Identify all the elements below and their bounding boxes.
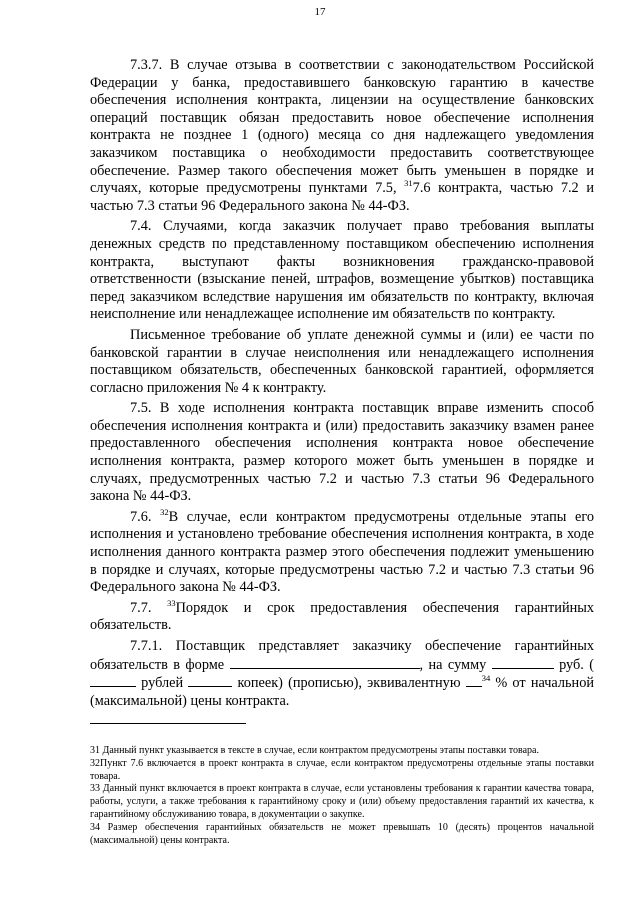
footnote-ref-32: 32	[160, 506, 169, 517]
document-body	[90, 57, 594, 713]
rubles-blank[interactable]	[90, 674, 136, 687]
paragraph-7-7: 7.7. $^{33}$Порядок и срок предоставления обеспечения гарантийных обязательств.	[90, 597, 594, 634]
footnote-31: 31 Данный пункт указывается в тексте в случае, если контрактом предусмотрены этапы поставки товара.	[90, 745, 539, 756]
footnote-ref-31: 31	[404, 178, 413, 189]
paragraph-7-6: 7.6. $^{32}$В случае, если контрактом предусмотрены отдельные этапы его исполнения и установлено требование обеспечения исполнения контракта, в ходе исполнения данного контракта размер этого обеспечения подлежит уменьшению в порядке и случаях, которые предусмотрены частью 7.2 и частью 7.3 статьи 96 Федерального закона № 44-ФЗ.	[90, 506, 594, 596]
footnote-34: 34 Размер обеспечения гарантийных обязательств не может превышать 10 (десять) процентов начальной (максимальной) цены контракта.	[90, 821, 594, 846]
footnotes	[90, 745, 594, 847]
percent-blank[interactable]	[466, 674, 482, 687]
footnote-ref-34: 34	[481, 673, 491, 684]
guarantee-form-blank[interactable]	[230, 656, 420, 669]
paragraph-7-5: 7.5. В ходе исполнения контракта поставщик вправе изменить способ обеспечения исполнения контракта и (или) предоставить заказчику взамен ранее предоставленного обеспечения исполнения контракта новое обеспечение исполнения контракта, размер которого может быть уменьшен в порядке и случаях, предусмотренных частью 7.2 и частью 7.3 статьи 96 Федерального закона № 44-ФЗ.	[90, 400, 594, 505]
page-number: 17	[314, 6, 326, 18]
footnote-32: 32Пункт 7.6 включается в проект контракта в случае, если контрактом предусмотрены отдельные этапы поставки товара.	[90, 757, 594, 782]
kopecks-blank[interactable]	[188, 674, 232, 687]
footnote-separator	[90, 723, 246, 724]
footnote-ref-33: 33	[167, 597, 176, 608]
paragraph-7-4: 7.4. Случаями, когда заказчик получает право требования выплаты денежных средств по представленному поставщиком обеспечению исполнения контракта, выступают факты возникновения гражданско-правовой ответственности (взыскание пеней, штрафов, возмещение убытков) поставщика перед заказчиком вследствие нарушения им обязательств по контракту, включая неисполнение или ненадлежащее исполнение им обязательств по контракту.	[90, 218, 594, 323]
amount-blank[interactable]	[492, 656, 554, 669]
footnote-33: 33 Данный пункт включается в проект контракта в случае, если установлены требования к гарантии качества товара, работы, услуги, а также требования к гарантийному сроку и (или) объему предоставления гарантий их качества, к гарантийному обслуживанию товара, в документации о закупке.	[90, 783, 594, 820]
paragraph-7-7-1: 7.7.1. Поставщик представляет заказчику обеспечение гарантийных обязательств в форме , на сумму руб. ( рублей копеек) (прописью), эквивалентную $^{34}$ % от начальной (максимальной) цены контракта.	[90, 638, 595, 709]
paragraph-7-4-written-claim: Письменное требование об уплате денежной суммы и (или) ее части по банковской гарантии в случае неисполнения или ненадлежащего исполнения поставщиком обязательств, обеспеченных банковской гарантией, оформляется согласно приложения № 4 к контракту.	[90, 326, 594, 396]
paragraph-7-3-7: 7.3.7. В случае отзыва в соответствии с законодательством Российской Федерации у банка, предоставившего банковскую гарантию в качестве обеспечения исполнения контракта, лицензии на осуществление банковских операций поставщик обязан предоставить новое обеспечение исполнения контракта не позднее 1 (одного) месяца со дня надлежащего уведомления заказчиком поставщика о необходимости предоставить соответствующее обеспечение. Размер такого обеспечения может быть уменьшен в порядке и случаях, которые предусмотрены пунктами 7.5, $^{31}$7.6 контракта, частью 7.2 и частью 7.3 статьи 96 Федерального закона № 44-ФЗ.	[90, 57, 594, 214]
